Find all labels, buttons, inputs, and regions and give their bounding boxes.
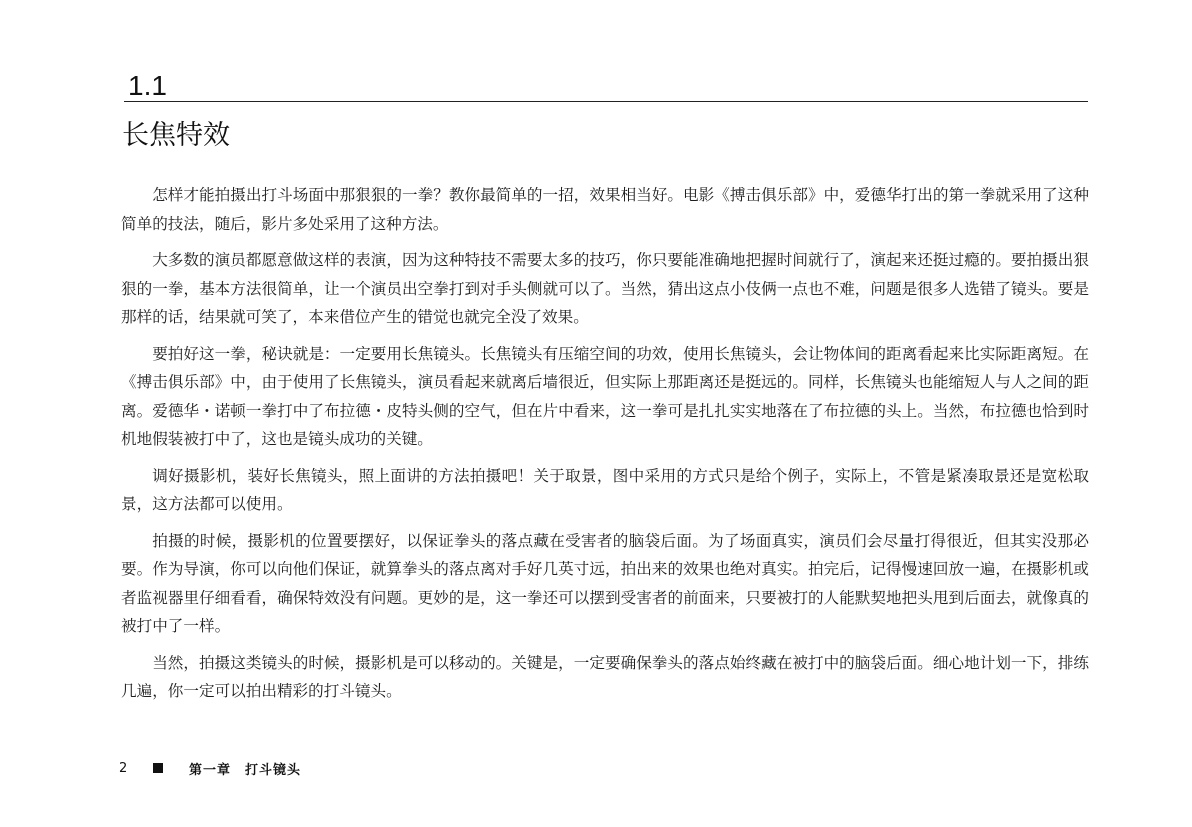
paragraph-3: 要拍好这一拳，秘诀就是：一定要用长焦镜头。长焦镜头有压缩空间的功效，使用长焦镜头，会让物体间的距离看起来比实际距离短。在《搏击俱乐部》中，由于使用了长焦镜头，演员看起来就离后墙很近，但实际上那距离还是挺远的。同样，长焦镜头也能缩短人与人之间的距离。爱德华・诺顿一拳打中了布拉德・皮特头侧的空气，但在片中看来，这一拳可是扎扎实实地落在了布拉德的头上。当然，布拉德也恰到时机地假装被打中了，这也是镜头成功的关键。 — [121, 344, 1089, 448]
paragraph-5: 拍摄的时候，摄影机的位置要摆好，以保证拳头的落点藏在受害者的脑袋后面。为了场面真实，演员们会尽量打得很近，但其实没那必要。作为导演，你可以向他们保证，就算拳头的落点离对手好几英寸远，拍出来的效果也绝对真实。拍完后，记得慢速回放一遍，在摄影机或者监视器里仔细看看，确保特效没有问题。更妙的是，这一拳还可以摆到受害者的前面来，只要被打的人能默契地把头甩到后面去，就像真的被打中了一样。 — [121, 531, 1089, 635]
title-rule — [124, 101, 1088, 102]
paragraph-2: 大多数的演员都愿意做这样的表演，因为这种特技不需要太多的技巧，你只要能准确地把握时间就行了，演起来还挺过瘾的。要拍摄出狠狠的一拳，基本方法很简单，让一个演员出空拳打到对手头侧就可以了。当然，猜出这点小伎俩一点也不难，问题是很多人选错了镜头。要是那样的话，结果就可笑了，本来借位产生的错觉也就完全没了效果。 — [121, 251, 1089, 326]
chapter-label: 第一章 打斗镜头 — [189, 762, 302, 778]
paragraph-1: 怎样才能拍摄出打斗场面中那狠狠的一拳？教你最简单的一招，效果相当好。电影《搏击俱乐部》中，爱德华打出的第一拳就采用了这种简单的技法，随后，影片多处采用了这种方法。 — [121, 186, 1089, 233]
section-title: 长焦特效 — [122, 120, 230, 151]
paragraph-6: 当然，拍摄这类镜头的时候，摄影机是可以移动的。关键是，一定要确保拳头的落点始终藏在被打中的脑袋后面。细心地计划一下，排练几遍，你一定可以拍出精彩的打斗镜头。 — [121, 653, 1089, 700]
section-number: 1.1 — [128, 70, 167, 101]
paragraph-4: 调好摄影机，装好长焦镜头，照上面讲的方法拍摄吧！关于取景，图中采用的方式只是给个例子，实际上，不管是紧凑取景还是宽松取景，这方法都可以使用。 — [121, 466, 1089, 513]
body-text — [121, 181, 1089, 714]
page-number: 2 — [119, 760, 128, 776]
square-bullet-icon — [153, 763, 163, 773]
page-footer — [119, 758, 301, 778]
